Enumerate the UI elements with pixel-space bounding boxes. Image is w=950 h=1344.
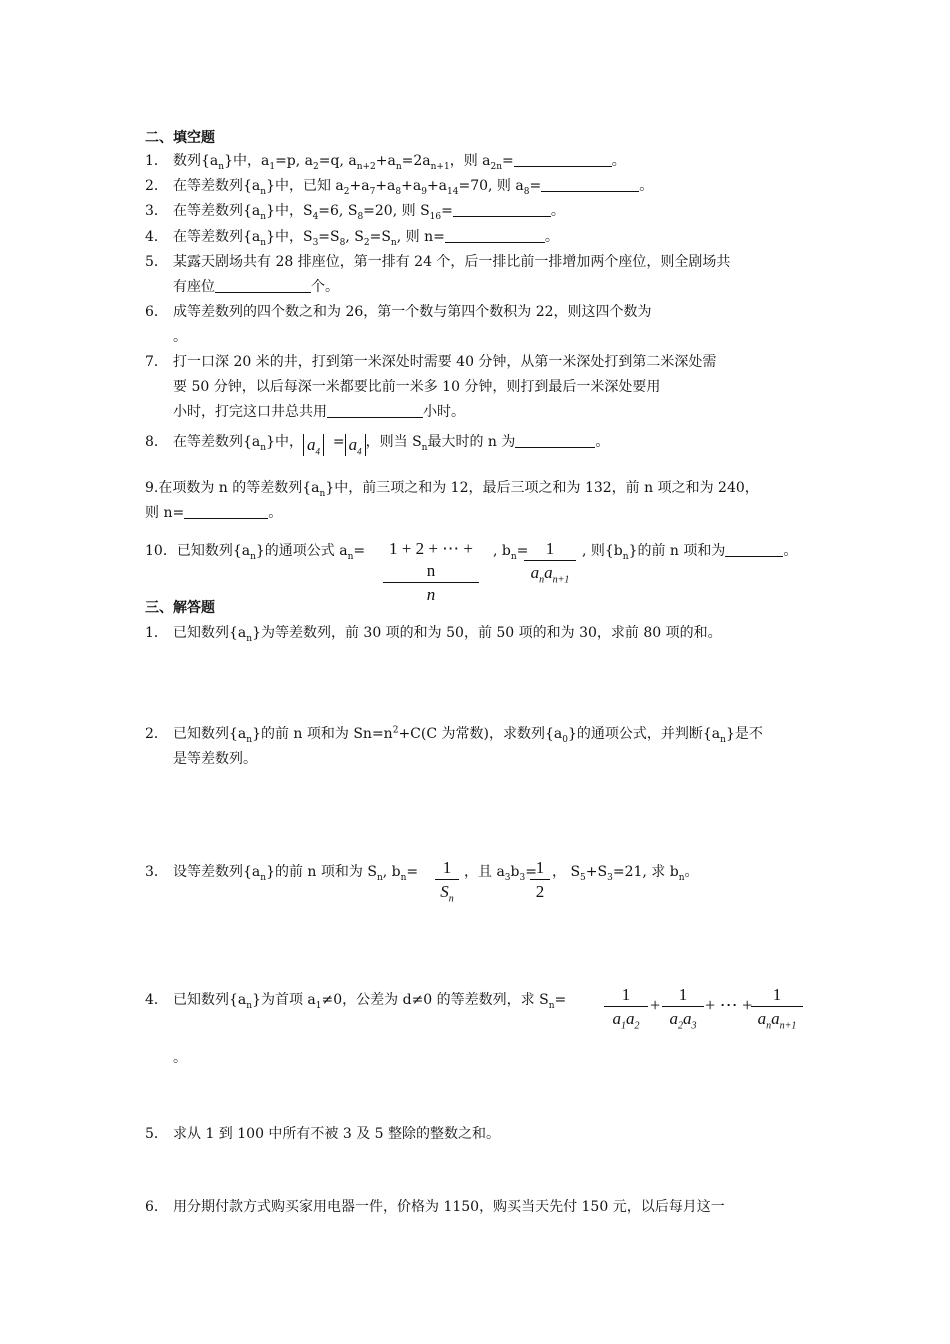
plus-sign: + bbox=[650, 995, 661, 1015]
question-number: 3． bbox=[145, 864, 168, 880]
question-number: 10． bbox=[145, 543, 177, 559]
solve-question-5 bbox=[145, 1124, 500, 1144]
denominator bbox=[662, 1007, 704, 1031]
question-number: 8． bbox=[145, 434, 168, 450]
fill-question-5-line2 bbox=[173, 277, 339, 297]
fill-question-9 bbox=[145, 478, 759, 498]
solve-question-3-part3 bbox=[552, 862, 699, 882]
text: 。 bbox=[173, 329, 187, 345]
question-number: 7． bbox=[145, 354, 168, 370]
text: = bbox=[502, 153, 514, 169]
text: }是不 bbox=[725, 726, 763, 742]
text: 。 bbox=[173, 1050, 187, 1066]
text: =S bbox=[369, 229, 391, 245]
fill-question-7 bbox=[145, 352, 716, 372]
fraction-term-n bbox=[751, 984, 803, 1031]
text: , b bbox=[382, 864, 401, 880]
fill-question-6-line2 bbox=[173, 327, 187, 347]
question-number: 1． bbox=[145, 153, 168, 169]
subscript: n+2 bbox=[356, 161, 376, 172]
text: }的前 n 项和为 S bbox=[266, 864, 377, 880]
subscript: n bbox=[260, 872, 267, 883]
text: }的通项公式，并判断{a bbox=[567, 726, 721, 742]
question-number: 2． bbox=[145, 726, 168, 742]
subscript: n bbox=[400, 872, 407, 883]
subscript: 4 bbox=[312, 211, 319, 222]
denominator bbox=[524, 561, 576, 585]
solve-question-4 bbox=[145, 990, 566, 1010]
numerator: 1 bbox=[435, 857, 459, 880]
text: 。 bbox=[611, 153, 626, 169]
subscript: 3 bbox=[607, 872, 613, 883]
answer-blank[interactable] bbox=[515, 433, 595, 448]
text: 小时，打完这口井总共用 bbox=[173, 404, 327, 420]
text: = bbox=[406, 864, 419, 880]
question-number: 2． bbox=[145, 178, 168, 194]
subscript: n bbox=[260, 442, 267, 453]
solve-question-2 bbox=[145, 724, 763, 744]
subscript: n bbox=[260, 237, 267, 248]
text: }的前 n 项和为 bbox=[628, 543, 726, 559]
text: 。 bbox=[595, 434, 610, 450]
text: 则 n= bbox=[145, 505, 185, 521]
text: +C(C 为常数)，求数列{a bbox=[398, 726, 563, 742]
subscript: n bbox=[766, 1020, 772, 1032]
variable: a bbox=[612, 1009, 621, 1028]
variable: a bbox=[771, 1009, 780, 1028]
subscript: n bbox=[246, 633, 253, 644]
superscript: 2 bbox=[392, 725, 399, 736]
text: 在项数为 n 的等差数列{a bbox=[158, 480, 320, 496]
solve-question-4-line2 bbox=[173, 1048, 187, 1068]
text: }中，S bbox=[266, 203, 313, 219]
text: 。 bbox=[544, 229, 559, 245]
subscript: n bbox=[539, 574, 545, 586]
text: , 则{b bbox=[582, 543, 623, 559]
subscript: n bbox=[421, 442, 428, 453]
text: +S bbox=[585, 864, 608, 880]
text: }的通项公式 a bbox=[255, 543, 348, 559]
text: }中，a bbox=[224, 153, 270, 169]
solve-question-2-line2 bbox=[173, 749, 257, 769]
text: }为首项 a bbox=[252, 992, 316, 1008]
text: +a bbox=[375, 153, 396, 169]
text: 已知数列{a bbox=[173, 992, 247, 1008]
subscript: 4 bbox=[357, 446, 362, 457]
subscript: n bbox=[376, 872, 383, 883]
fill-question-7-line2 bbox=[173, 377, 660, 397]
denominator bbox=[751, 1007, 803, 1031]
numerator: 1 bbox=[524, 538, 576, 561]
subscript: n bbox=[510, 551, 517, 562]
fraction-an bbox=[383, 538, 479, 607]
text: , S bbox=[345, 229, 364, 245]
subscript: 5 bbox=[580, 872, 586, 883]
text: 求从 1 到 100 中所有不被 3 及 5 整除的整数之和。 bbox=[173, 1126, 501, 1142]
question-number: 6． bbox=[145, 304, 168, 320]
text: 最大时的 n 为 bbox=[427, 434, 516, 450]
text: 某露天剧场共有 28 排座位，第一排有 24 个，后一排比前一排增加两个座位，则全剧场共 bbox=[173, 254, 731, 270]
subscript: 16 bbox=[429, 211, 442, 222]
fill-question-6 bbox=[145, 302, 652, 322]
fraction-bn bbox=[524, 538, 576, 585]
answer-blank[interactable] bbox=[184, 504, 268, 519]
fraction-term-2 bbox=[662, 984, 704, 1031]
answer-blank[interactable] bbox=[453, 202, 551, 217]
denominator bbox=[435, 880, 459, 904]
text: 在等差数列{a bbox=[173, 178, 261, 194]
solve-question-1 bbox=[145, 623, 722, 643]
text: 。 bbox=[783, 543, 798, 559]
text: +a bbox=[401, 178, 422, 194]
answer-blank[interactable] bbox=[725, 542, 783, 557]
text: =2a bbox=[401, 153, 431, 169]
text: 要 50 分钟，以后每深一米都要比前一米多 10 分钟，则打到最后一米深处要用 bbox=[173, 379, 661, 395]
text: =20, 则 S bbox=[363, 203, 430, 219]
text: = bbox=[516, 543, 529, 559]
subscript: n bbox=[622, 551, 629, 562]
question-number: 6． bbox=[145, 1199, 168, 1215]
question-number: 5． bbox=[145, 254, 168, 270]
solve-question-3-part2 bbox=[464, 862, 537, 882]
text: }中，S bbox=[266, 229, 313, 245]
numerator: 1 bbox=[662, 984, 704, 1007]
subscript: 8 bbox=[395, 186, 402, 197]
variable: a bbox=[683, 1009, 692, 1028]
question-number: 4． bbox=[145, 229, 168, 245]
text: 。 bbox=[550, 203, 565, 219]
subscript: 2 bbox=[678, 1020, 683, 1032]
plus-ellipsis: + ⋯ + bbox=[705, 995, 753, 1015]
text: 小时。 bbox=[423, 404, 465, 420]
text: }为等差数列，前 30 项的和为 50，前 50 项的和为 30，求前 80 项的和。 bbox=[252, 625, 722, 641]
question-number: 4． bbox=[145, 992, 168, 1008]
subscript: n bbox=[260, 211, 267, 222]
subscript: 3 bbox=[312, 237, 319, 248]
subscript: n bbox=[218, 161, 225, 172]
variable: a bbox=[626, 1009, 635, 1028]
text: }中，前三项之和为 12，最后三项之和为 132，前 n 项之和为 240， bbox=[325, 480, 759, 496]
subscript: 2n bbox=[490, 161, 503, 172]
fill-question-10-part3 bbox=[582, 541, 797, 561]
subscript: n bbox=[250, 551, 256, 562]
subscript: 2 bbox=[313, 161, 319, 172]
numerator: 1 bbox=[530, 857, 550, 880]
numerator: 1 + 2 + ⋯ + n bbox=[383, 538, 479, 583]
question-number: 3． bbox=[145, 203, 168, 219]
text: 在等差数列{a bbox=[173, 203, 261, 219]
variable: a bbox=[530, 563, 540, 582]
variable: a bbox=[669, 1009, 678, 1028]
subscript: n bbox=[260, 186, 267, 197]
text: 。 bbox=[268, 505, 283, 521]
text: = bbox=[554, 992, 567, 1008]
text: = bbox=[525, 864, 537, 880]
subscript: n bbox=[319, 488, 326, 499]
text: ≠0，公差为 d≠0 的等差数列，求 S bbox=[321, 992, 549, 1008]
text: ，则当 S bbox=[365, 434, 422, 450]
text: = bbox=[353, 543, 366, 559]
subscript: n bbox=[548, 1000, 555, 1011]
denominator bbox=[604, 1007, 648, 1031]
variable: a bbox=[306, 435, 316, 454]
fill-question-10 bbox=[145, 541, 365, 561]
subscript: 0 bbox=[562, 734, 568, 745]
text: b bbox=[510, 864, 520, 880]
text: 数列{a bbox=[173, 153, 219, 169]
subscript: n bbox=[246, 1000, 253, 1011]
text: 个。 bbox=[311, 279, 339, 295]
subscript: n bbox=[347, 551, 354, 562]
text: }中，已知 a bbox=[266, 178, 344, 194]
subscript: n bbox=[678, 872, 685, 883]
text: 已知数列{a bbox=[173, 625, 247, 641]
subscript: 2 bbox=[343, 186, 350, 197]
fraction-term-1 bbox=[604, 984, 648, 1031]
variable: a bbox=[348, 435, 358, 454]
text: 用分期付款方式购买家用电器一件，价格为 1150，购买当天先付 150 元，以后每月这一 bbox=[173, 1199, 725, 1215]
subscript: 1 bbox=[315, 1000, 322, 1011]
subscript: n+1 bbox=[430, 161, 450, 172]
subscript: n bbox=[395, 161, 402, 172]
numerator: 1 bbox=[604, 984, 648, 1007]
subscript: n+1 bbox=[552, 574, 570, 586]
text: +a bbox=[349, 178, 370, 194]
text: }的前 n 项和为 Sn=n bbox=[252, 726, 393, 742]
variable: S bbox=[440, 882, 449, 901]
subscript: 3 bbox=[691, 1020, 697, 1032]
solve-question-3 bbox=[145, 862, 418, 882]
text: 设等差数列{a bbox=[173, 864, 261, 880]
fraction-one-half bbox=[530, 857, 550, 904]
fill-question-1 bbox=[145, 151, 626, 171]
denominator: 2 bbox=[535, 882, 545, 901]
text: ， S bbox=[552, 864, 581, 880]
subscript: 3 bbox=[519, 872, 526, 883]
subscript: 4 bbox=[315, 446, 320, 457]
text: =p, a bbox=[275, 153, 314, 169]
subscript: n+1 bbox=[779, 1020, 797, 1032]
answer-blank[interactable] bbox=[514, 152, 612, 167]
subscript: 1 bbox=[621, 1020, 626, 1032]
subscript: 2 bbox=[363, 237, 370, 248]
subscript: 8 bbox=[339, 237, 346, 248]
subscript: 2 bbox=[634, 1020, 640, 1032]
subscript: 14 bbox=[447, 186, 459, 197]
solve-question-6 bbox=[145, 1197, 725, 1217]
text: 在等差数列{a bbox=[173, 229, 261, 245]
text: =q, a bbox=[318, 153, 357, 169]
subscript: 8 bbox=[523, 186, 530, 197]
answer-blank[interactable] bbox=[445, 228, 545, 243]
text: 。 bbox=[639, 178, 654, 194]
answer-blank[interactable] bbox=[541, 177, 639, 192]
fill-question-9-line2 bbox=[145, 503, 282, 523]
text: =70, 则 a bbox=[458, 178, 524, 194]
text: ，则 a bbox=[449, 153, 491, 169]
section-heading-fill-in: 二、填空题 bbox=[145, 130, 215, 146]
subscript: 9 bbox=[421, 186, 427, 197]
text: 有座位 bbox=[173, 279, 215, 295]
subscript: n bbox=[246, 734, 253, 745]
variable: a bbox=[544, 563, 553, 582]
denominator: n bbox=[426, 585, 436, 604]
absolute-value bbox=[303, 434, 324, 456]
subscript: 3 bbox=[504, 872, 511, 883]
fraction-one-over-sn bbox=[435, 857, 459, 904]
text: , b bbox=[493, 543, 511, 559]
text: +a bbox=[426, 178, 448, 194]
subscript: 7 bbox=[369, 186, 376, 197]
text: 已知数列{a bbox=[173, 726, 247, 742]
text: 成等差数列的四个数之和为 26，第一个数与第四个数积为 22，则这四个数为 bbox=[173, 304, 652, 320]
subscript: 8 bbox=[357, 211, 364, 222]
variable: a bbox=[757, 1009, 767, 1028]
text: ，且 a bbox=[464, 864, 505, 880]
text: , 则 n= bbox=[396, 229, 445, 245]
text: =21, 求 b bbox=[612, 864, 679, 880]
text: = bbox=[441, 203, 453, 219]
fill-question-2 bbox=[145, 176, 653, 196]
subscript: n bbox=[448, 893, 454, 905]
text: 打一口深 20 米的井，打到第一米深处时需要 40 分钟，从第一米深处打到第二米深处需 bbox=[173, 354, 717, 370]
numerator: 1 bbox=[751, 984, 803, 1007]
fill-question-5 bbox=[145, 252, 730, 272]
question-number: 5． bbox=[145, 1126, 168, 1142]
text: 在等差数列{a bbox=[173, 434, 261, 450]
text: 已知数列{a bbox=[176, 543, 251, 559]
subscript: 1 bbox=[269, 161, 276, 172]
text: }中， bbox=[266, 434, 303, 450]
answer-blank[interactable] bbox=[327, 403, 423, 418]
section-heading-solve: 三、解答题 bbox=[145, 600, 215, 616]
text: 是等差数列。 bbox=[173, 751, 257, 767]
fill-question-7-line3 bbox=[173, 402, 465, 422]
text: = bbox=[332, 434, 345, 450]
text: =S bbox=[318, 229, 340, 245]
question-number: 9. bbox=[145, 480, 159, 496]
subscript: n bbox=[720, 734, 726, 745]
answer-blank[interactable] bbox=[215, 278, 311, 293]
absolute-value bbox=[345, 434, 366, 456]
text: 。 bbox=[684, 864, 699, 880]
fill-question-4 bbox=[145, 227, 559, 247]
fill-question-3 bbox=[145, 201, 565, 221]
fill-question-8 bbox=[145, 432, 609, 456]
subscript: n bbox=[390, 237, 397, 248]
text: = bbox=[529, 178, 542, 194]
text: +a bbox=[375, 178, 396, 194]
question-number: 1． bbox=[145, 625, 168, 641]
text: =6, S bbox=[318, 203, 358, 219]
